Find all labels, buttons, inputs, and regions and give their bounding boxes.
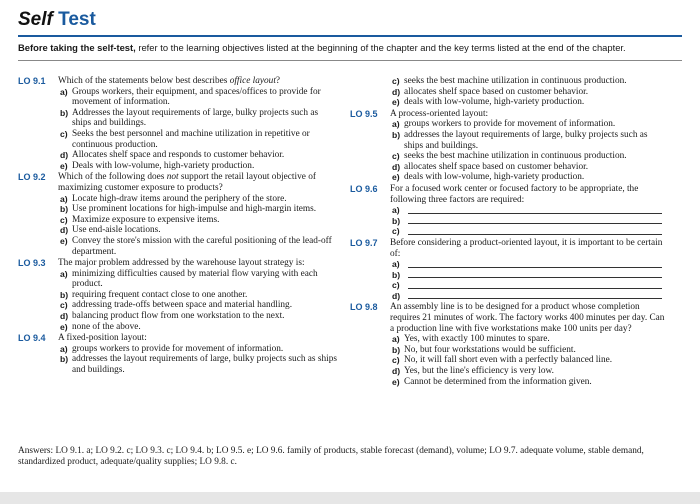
option-b[interactable]: b) Use prominent locations for high-impulse and high-margin items. <box>60 204 317 215</box>
blank-line <box>408 223 662 224</box>
right-column <box>350 76 668 388</box>
blank-line <box>408 288 662 289</box>
intro-text <box>18 42 688 54</box>
emphasis: office layout <box>229 76 276 86</box>
question-stem: A process-oriented layout: <box>390 108 489 119</box>
lo-label: LO 9.1 <box>18 76 46 86</box>
emphasis: not <box>166 172 179 183</box>
option-e[interactable]: e) none of the above. <box>60 321 141 332</box>
lo-label: LO 9.8 <box>350 302 378 313</box>
option-d[interactable]: d) balancing product flow from one workstation to the next. <box>60 311 285 322</box>
answer-blank-d[interactable]: d) <box>382 291 668 302</box>
option-d[interactable]: d) allocates shelf space based on customer behavior. <box>392 161 589 172</box>
option-a[interactable]: a) minimizing difficulties caused by material flow varying with each product. <box>60 268 318 290</box>
intro-rule <box>18 60 682 61</box>
option-d[interactable]: d) Use end-aisle locations. <box>60 225 161 236</box>
option-b[interactable]: b) requiring frequent contact close to one another. <box>60 289 248 300</box>
blank-line <box>408 267 662 268</box>
page-title <box>18 9 96 31</box>
option-e[interactable]: e) deals with low-volume, high-variety production. <box>392 172 585 183</box>
question-9-8 <box>350 302 668 387</box>
question-9-7 <box>350 238 668 302</box>
option-c[interactable]: c) seeks the best machine utilization in continuous production. <box>392 151 627 162</box>
option-b[interactable]: b) addresses the layout requirements of large, bulky projects such as ships and buildings. <box>392 129 648 151</box>
option-c[interactable]: c) Maximize exposure to expensive items. <box>60 214 220 225</box>
question-9-1 <box>18 76 338 171</box>
option-b[interactable]: b) No, but four workstations would be sufficient. <box>392 344 576 355</box>
question-stem: Before considering a product-oriented layout, it is important to be certain of: <box>390 237 663 259</box>
question-stem: Which of the following does not support the retail layout objective of maximizing customer exposure to products? <box>58 172 316 193</box>
blank-line <box>408 298 662 299</box>
blank-line <box>408 213 662 214</box>
option-a[interactable]: a) groups workers to provide for movement of information. <box>392 119 616 130</box>
option-a[interactable]: a) Locate high-draw items around the periphery of the store. <box>60 193 287 204</box>
question-stem: The major problem addressed by the warehouse layout strategy is: <box>58 258 305 269</box>
lo-label: LO 9.2 <box>18 172 46 183</box>
answer-blank-a[interactable]: a) <box>382 259 668 270</box>
option-a[interactable]: a) Yes, with exactly 100 minutes to spare. <box>392 334 550 345</box>
intro-bold: Before taking the self-test, <box>18 42 136 53</box>
option-c[interactable]: c) seeks the best machine utilization in continuous production. <box>392 76 627 86</box>
answer-blank-b[interactable]: b) <box>382 270 668 281</box>
option-d[interactable]: d) allocates shelf space based on customer behavior. <box>392 86 589 97</box>
question-9-6 <box>350 184 668 237</box>
answer-key: Answers: LO 9.1. a; LO 9.2. c; LO 9.3. c; LO 9.4. b; LO 9.5. e; LO 9.6. family of products, stable forecast (demand), volume; LO 9.7. adequate volume, stable demand, standardized product, adequate/quality supplies; LO 9.8. c. <box>18 446 644 467</box>
option-b[interactable]: b) addresses the layout requirements of large, bulky projects such as ships and buildings. <box>60 354 337 376</box>
option-a[interactable]: a) Groups workers, their equipment, and spaces/offices to provide for movement of information. <box>60 86 321 108</box>
option-e[interactable]: e) Cannot be determined from the information given. <box>392 376 592 387</box>
option-e[interactable]: e) Deals with low-volume, high-variety production. <box>60 160 255 171</box>
option-c[interactable]: c) addressing trade-offs between space and material handling. <box>60 300 293 311</box>
question-9-4-continued <box>350 76 668 108</box>
option-b[interactable]: b) Addresses the layout requirements of large, bulky projects such as ships and buildings. <box>60 107 319 129</box>
lo-label: LO 9.7 <box>350 237 378 248</box>
option-c[interactable]: c) No, it will fall short even with a perfectly balanced line. <box>392 355 613 366</box>
question-9-5 <box>350 109 668 183</box>
question-9-3 <box>18 258 338 332</box>
option-e[interactable]: e) deals with low-volume, high-variety production. <box>392 97 585 108</box>
blank-line <box>408 234 662 235</box>
title-rule <box>18 35 682 37</box>
question-stem: A fixed-position layout: <box>58 333 147 344</box>
left-column <box>18 76 338 377</box>
answer-blank-c[interactable]: c) <box>382 226 668 237</box>
page-bottom-band <box>0 492 700 504</box>
option-e[interactable]: e) Convey the store's mission with the careful positioning of the lead-off department. <box>60 235 332 257</box>
lo-label: LO 9.3 <box>18 258 46 269</box>
question-9-4 <box>18 333 338 375</box>
option-c[interactable]: c) Seeks the best personnel and machine utilization in repetitive or continuous production. <box>60 128 310 150</box>
title-self: Self <box>18 9 53 30</box>
lo-label: LO 9.6 <box>350 183 378 194</box>
option-d[interactable]: d) Yes, but the line's efficiency is very low. <box>392 366 554 377</box>
title-test: Test <box>58 9 96 30</box>
blank-line <box>408 277 662 278</box>
answer-blank-a[interactable]: a) <box>382 205 668 216</box>
lo-label: LO 9.5 <box>350 108 378 119</box>
answer-blank-b[interactable]: b) <box>382 216 668 227</box>
question-stem: For a focused work center or focused factory to be appropriate, the following three factors are required: <box>390 183 639 205</box>
question-stem: An assembly line is to be designed for a product whose completion requires 21 minutes of work. The factory works 400 minutes per day. Can a production line with five workstations make 100 units per day? <box>390 302 665 334</box>
question-9-2 <box>18 172 338 257</box>
answer-blank-c[interactable]: c) <box>382 280 668 291</box>
option-a[interactable]: a) groups workers to provide for movement of information. <box>60 343 284 354</box>
intro-rest: refer to the learning objectives listed at the beginning of the chapter and the key terms listed at the end of the chapter. <box>135 42 626 53</box>
option-d[interactable]: d) Allocates shelf space and responds to customer behavior. <box>60 150 285 161</box>
question-stem: Which of the statements below best describes office layout? <box>58 76 281 86</box>
lo-label: LO 9.4 <box>18 333 46 344</box>
